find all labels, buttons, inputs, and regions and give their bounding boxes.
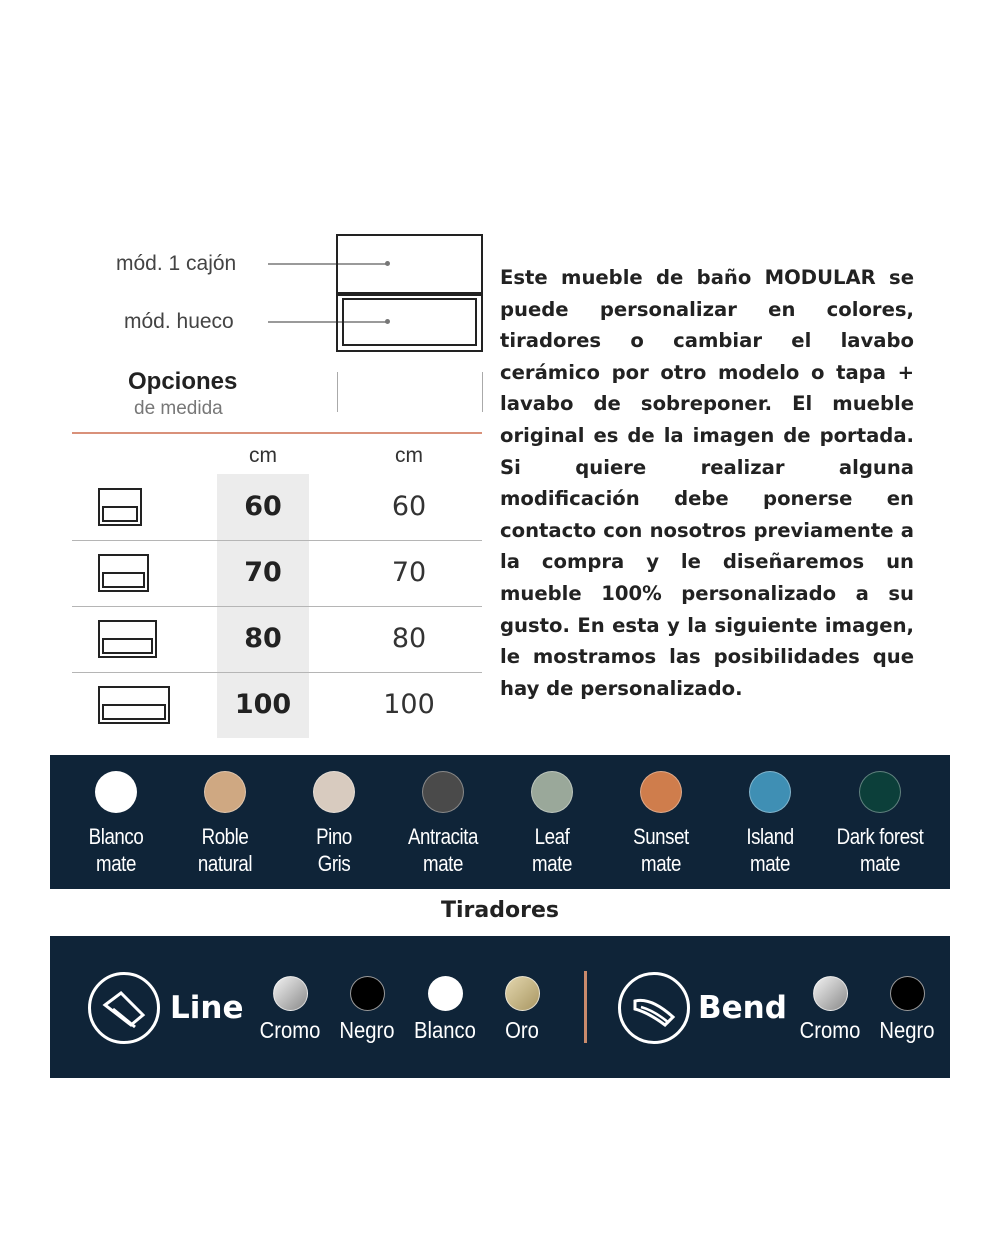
color-option <box>497 771 607 877</box>
finish-swatch <box>428 976 463 1011</box>
color-option <box>825 771 935 877</box>
color-swatch <box>204 771 246 813</box>
handle-finish-option <box>790 976 870 1044</box>
color-swatch <box>640 771 682 813</box>
color-name: Island <box>746 824 794 849</box>
finish-label: Negro <box>879 1017 935 1043</box>
column-divider <box>482 372 483 412</box>
options-title: Opciones <box>128 368 238 395</box>
finish-swatch <box>505 976 540 1011</box>
color-option <box>61 771 171 877</box>
color-name: Antracita <box>408 824 478 849</box>
finish-label: Negro <box>339 1017 395 1043</box>
finish-swatch <box>890 976 925 1011</box>
table-row <box>72 607 482 673</box>
color-name: Sunset <box>633 824 689 849</box>
color-option <box>715 771 825 877</box>
color-swatch <box>95 771 137 813</box>
drawer-module-label: mód. 1 cajón <box>116 252 237 275</box>
color-finish: mate <box>532 851 572 876</box>
color-swatch <box>422 771 464 813</box>
bend-handle-name: Bend <box>698 990 787 1026</box>
color-name: Blanco <box>88 824 144 849</box>
color-option <box>388 771 498 877</box>
size-value-bold: 70 <box>244 557 282 588</box>
color-name: Dark forest <box>836 824 924 849</box>
finish-swatch <box>350 976 385 1011</box>
finish-label: Cromo <box>259 1017 321 1043</box>
color-finish: mate <box>641 851 681 876</box>
size-value: 80 <box>391 623 427 654</box>
product-description: Este mueble de baño MODULAR se puede personalizar en colores, tiradores o cambiar el lavabo cerámico por otro modelo o tapa + lavabo de sobreponer. El mueble original es de la imagen de portada. Si quiere realizar alguna modificación debe ponerse en contacto con nosotros previamente a la compra y le diseñaremos un mueble 100% personalizado a su gusto. En esta y la siguiente imagen, le mostramos las posibilidades que hay de personalizado. <box>500 266 914 700</box>
size-value: 70 <box>391 557 427 588</box>
finish-swatch <box>273 976 308 1011</box>
color-finish: mate <box>423 851 463 876</box>
finish-label: Cromo <box>799 1017 861 1043</box>
color-option <box>170 771 280 877</box>
color-swatch <box>531 771 573 813</box>
handle-finish-option <box>867 976 947 1044</box>
color-swatch <box>859 771 901 813</box>
color-options-band <box>50 755 950 889</box>
finish-label: Blanco <box>414 1017 476 1043</box>
line-handle-name: Line <box>170 990 244 1026</box>
module-size-icon <box>98 686 170 724</box>
size-value-bold: 60 <box>244 491 282 522</box>
header-rule <box>72 432 482 434</box>
table-row <box>72 673 482 739</box>
finish-swatch <box>813 976 848 1011</box>
color-finish: mate <box>96 851 136 876</box>
handle-finish-option <box>405 976 485 1044</box>
column-divider <box>337 372 338 412</box>
module-size-icon <box>98 488 142 526</box>
color-finish: mate <box>750 851 790 876</box>
color-swatch <box>313 771 355 813</box>
size-value-bold: 100 <box>234 689 292 720</box>
finish-label: Oro <box>505 1017 539 1043</box>
handle-finish-option <box>250 976 330 1044</box>
handle-finish-option <box>482 976 562 1044</box>
color-finish: natural <box>197 851 253 876</box>
open-module-inner-frame <box>342 298 477 346</box>
options-subtitle: de medida <box>134 398 223 419</box>
module-size-icon <box>98 620 157 658</box>
unit-label-col1: cm <box>249 444 277 467</box>
table-row <box>72 541 482 607</box>
line-handle-icon <box>88 972 160 1044</box>
handles-title: Tiradores <box>441 898 559 923</box>
color-name: Leaf <box>534 824 570 849</box>
table-row <box>72 475 482 541</box>
color-swatch <box>749 771 791 813</box>
open-module-label: mód. hueco <box>124 310 234 333</box>
bend-handle-icon <box>618 972 690 1044</box>
unit-label-col2: cm <box>395 444 423 467</box>
color-finish: mate <box>860 851 900 876</box>
color-finish: Gris <box>317 851 351 876</box>
color-name: Pino <box>316 824 352 849</box>
module-size-icon <box>98 554 149 592</box>
drawer-module-diagram <box>336 234 483 296</box>
size-value: 100 <box>383 689 435 720</box>
color-option <box>606 771 716 877</box>
handles-divider <box>584 971 587 1043</box>
handle-finish-option <box>327 976 407 1044</box>
color-option <box>279 771 389 877</box>
size-value-bold: 80 <box>244 623 282 654</box>
size-value: 60 <box>391 491 427 522</box>
color-name: Roble <box>201 824 249 849</box>
